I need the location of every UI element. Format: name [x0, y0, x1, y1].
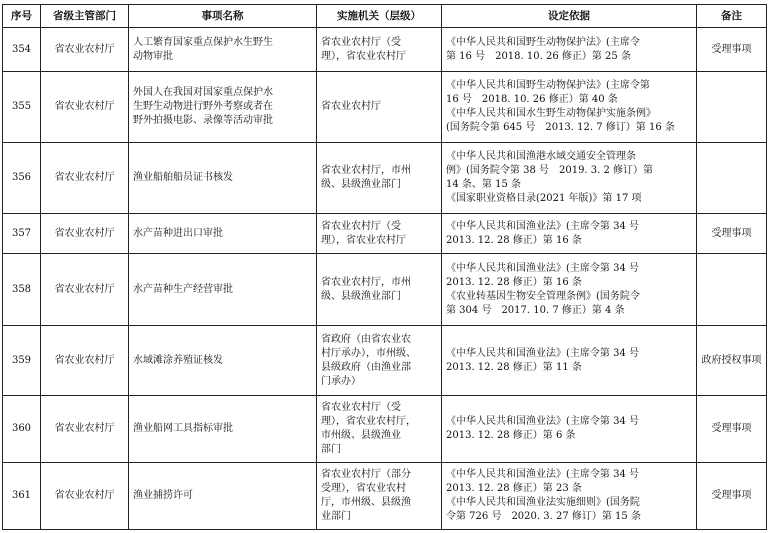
- cell-agency-line: 省政府（由省农业农: [321, 333, 411, 345]
- cell-item: [129, 326, 317, 396]
- cell-basis-line: 2013. 12. 28 修正）第 11 条: [446, 361, 582, 373]
- cell-item: [129, 72, 317, 143]
- header-item: 事项名称: [129, 5, 317, 28]
- table-body: [3, 28, 767, 530]
- cell-item-line: 外国人在我国对国家重点保护水: [133, 87, 273, 98]
- cell-basis: [442, 143, 697, 214]
- cell-seq: 355: [3, 72, 41, 143]
- cell-seq: 357: [3, 214, 41, 254]
- cell-dept: 省农业农村厅: [41, 396, 129, 463]
- cell-basis-line: 第 16 号 2018. 10. 26 修正）第 25 条: [446, 50, 631, 62]
- cell-basis-line: 令第 726 号 2020. 3. 27 修订）第 15 条: [446, 511, 641, 522]
- cell-agency-line: 县级政府（由渔业部: [321, 361, 411, 373]
- cell-basis-line: 《中华人民共和国渔业法实施细则》(国务院: [446, 497, 640, 508]
- cell-agency-line: 级、县级渔业部门: [321, 179, 401, 190]
- cell-note: 受理事项: [697, 396, 767, 463]
- cell-agency: [317, 396, 442, 463]
- cell-item: [129, 396, 317, 463]
- cell-basis-line: 2013. 12. 28 修正）第 23 条: [446, 483, 582, 494]
- cell-dept: 省农业农村厅: [41, 463, 129, 530]
- cell-agency: [317, 326, 442, 396]
- cell-item-line: 渔业船网工具指标审批: [133, 423, 233, 434]
- cell-agency: [317, 214, 442, 254]
- cell-item-line: 水域滩涂养殖证核发: [133, 354, 223, 366]
- table-row: [3, 463, 767, 530]
- cell-note: 受理事项: [697, 28, 767, 72]
- cell-agency-line: 省农业农村厅，市州: [321, 276, 411, 288]
- cell-agency-line: 省农业农村厅，市州: [321, 165, 411, 176]
- cell-seq: 359: [3, 326, 41, 396]
- cell-agency-line: 门承办）: [321, 375, 361, 387]
- cell-basis-line: (国务院令第 645 号 2013. 12. 7 修订）第 16 条: [446, 122, 675, 133]
- table-row: [3, 326, 767, 396]
- cell-dept: 省农业农村厅: [41, 72, 129, 143]
- cell-item: [129, 214, 317, 254]
- cell-basis-line: 例》(国务院令第 38 号 2019. 3. 2 修订）第: [446, 165, 654, 176]
- cell-agency-line: 省农业农村厅（受: [321, 220, 401, 232]
- cell-basis-line: 16 号 2018. 10. 26 修正）第 40 条: [446, 94, 618, 105]
- cell-basis-line: 2013. 12. 28 修正）第 16 条: [446, 234, 582, 246]
- approval-items-table: [2, 4, 767, 530]
- cell-agency-line: 级、县级渔业部门: [321, 290, 401, 302]
- cell-basis-line: 《农业转基因生物安全管理条例》(国务院令: [446, 290, 640, 302]
- cell-item-line: 动物审批: [133, 50, 173, 62]
- table-row: [3, 214, 767, 254]
- cell-seq: 354: [3, 28, 41, 72]
- cell-agency-line: 业部门: [321, 511, 351, 522]
- cell-dept: 省农业农村厅: [41, 214, 129, 254]
- cell-agency-line: 理），省农业农村厅，: [321, 416, 416, 427]
- cell-note: [697, 143, 767, 214]
- cell-seq: 360: [3, 396, 41, 463]
- cell-note: 受理事项: [697, 214, 767, 254]
- cell-agency-line: 受理），省农业农村: [321, 483, 406, 494]
- cell-basis-line: 《国家职业资格目录(2021 年版)》第 17 项: [446, 193, 642, 204]
- cell-basis-line: 2013. 12. 28 修正）第 16 条: [446, 276, 582, 288]
- cell-item: [129, 28, 317, 72]
- cell-item-line: 野外拍摄电影、录像等活动审批: [133, 115, 273, 126]
- cell-basis: [442, 396, 697, 463]
- cell-agency: [317, 463, 442, 530]
- cell-basis: [442, 28, 697, 72]
- cell-agency: [317, 72, 442, 143]
- table-row: [3, 396, 767, 463]
- header-agency: 实施机关（层级）: [317, 5, 442, 28]
- cell-agency: [317, 254, 442, 326]
- header-seq: 序号: [3, 5, 41, 28]
- header-dept: 省级主管部门: [41, 5, 129, 28]
- cell-note: [697, 72, 767, 143]
- cell-agency-line: 理），省农业农村厅: [321, 234, 406, 246]
- cell-basis: [442, 214, 697, 254]
- cell-item-line: 水产苗种生产经营审批: [133, 283, 233, 295]
- cell-basis-line: 《中华人民共和国渔业法》(主席令第 34 号: [446, 469, 639, 480]
- cell-agency-line: 市州级、县级渔业: [321, 430, 401, 441]
- cell-basis-line: 《中华人民共和国渔业法》(主席令第 34 号: [446, 416, 639, 427]
- cell-basis-line: 第 304 号 2017. 10. 7 修正）第 4 条: [446, 304, 625, 316]
- table-row: [3, 143, 767, 214]
- cell-basis: [442, 254, 697, 326]
- table-row: [3, 28, 767, 72]
- cell-basis: [442, 326, 697, 396]
- cell-agency: [317, 28, 442, 72]
- cell-agency: [317, 143, 442, 214]
- cell-basis-line: 14 条、第 15 条: [446, 179, 521, 190]
- cell-basis: [442, 463, 697, 530]
- cell-item-line: 生野生动物进行野外考察或者在: [133, 101, 273, 112]
- cell-seq: 361: [3, 463, 41, 530]
- cell-basis-line: 《中华人民共和国渔港水域交通安全管理条: [446, 151, 636, 162]
- cell-dept: 省农业农村厅: [41, 254, 129, 326]
- cell-agency-line: 理），省农业农村厅: [321, 50, 406, 62]
- cell-agency-line: 部门: [321, 444, 341, 455]
- cell-note: 受理事项: [697, 463, 767, 530]
- cell-basis: [442, 72, 697, 143]
- cell-agency-line: 省农业农村厅（受: [321, 36, 401, 48]
- cell-seq: 356: [3, 143, 41, 214]
- cell-note: [697, 254, 767, 326]
- cell-item: [129, 463, 317, 530]
- cell-agency-line: 省农业农村厅（受: [321, 402, 401, 413]
- header-basis: 设定依据: [442, 5, 697, 28]
- cell-seq: 358: [3, 254, 41, 326]
- cell-dept: 省农业农村厅: [41, 326, 129, 396]
- cell-dept: 省农业农村厅: [41, 143, 129, 214]
- cell-agency-line: 省农业农村厅（部分: [321, 469, 411, 480]
- cell-item-line: 渔业船舶船员证书核发: [133, 172, 233, 183]
- cell-agency-line: 厅，市州级、县级渔: [321, 497, 411, 508]
- header-note: 备注: [697, 5, 767, 28]
- cell-item: [129, 143, 317, 214]
- cell-dept: 省农业农村厅: [41, 28, 129, 72]
- cell-item: [129, 254, 317, 326]
- cell-basis-line: 《中华人民共和国渔业法》(主席令第 34 号: [446, 347, 639, 359]
- cell-basis-line: 2013. 12. 28 修正）第 6 条: [446, 430, 576, 441]
- table-row: [3, 72, 767, 143]
- cell-basis-line: 《中华人民共和国渔业法》(主席令第 34 号: [446, 220, 639, 232]
- table-row: [3, 254, 767, 326]
- cell-item-line: 渔业捕捞许可: [133, 490, 193, 501]
- cell-item-line: 人工繁育国家重点保护水生野生: [133, 36, 273, 48]
- cell-basis-line: 《中华人民共和国野生动物保护法》(主席令: [446, 36, 640, 48]
- cell-agency-line: 村厅承办），市州级、: [321, 347, 416, 359]
- cell-agency-line: 省农业农村厅: [321, 101, 381, 112]
- cell-basis-line: 《中华人民共和国渔业法》(主席令第 34 号: [446, 262, 639, 274]
- cell-basis-line: 《中华人民共和国水生野生动物保护实施条例》: [446, 108, 656, 119]
- cell-note: 政府授权事项: [697, 326, 767, 396]
- table-header-row: [3, 5, 767, 28]
- cell-basis-line: 《中华人民共和国野生动物保护法》(主席令第: [446, 80, 650, 91]
- cell-item-line: 水产苗种进出口审批: [133, 227, 223, 239]
